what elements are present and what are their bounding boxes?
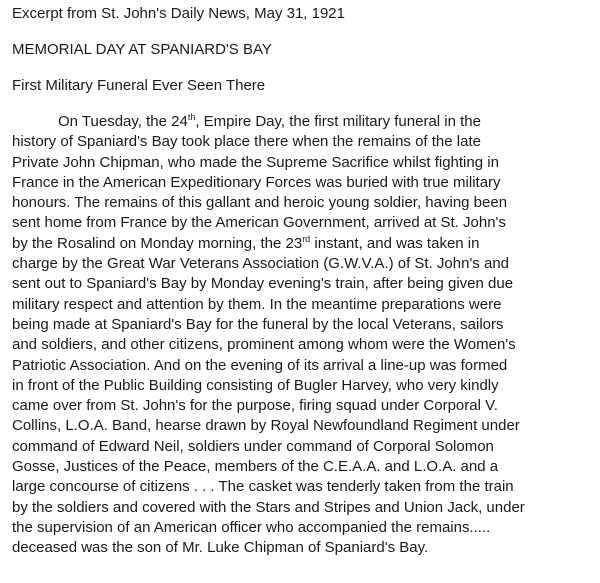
body-line-13: Patriotic Association. And on the evening of its arrival a line-up was formed bbox=[12, 356, 508, 374]
body-line-1 bbox=[12, 112, 592, 132]
body-line-12: and soldiers, and other citizens, prominent among whom were the Women's bbox=[12, 336, 516, 354]
body-line-16: Collins, L.O.A. Band, hearse drawn by Royal Newfoundland Regiment under bbox=[12, 417, 520, 435]
body-text: by the Rosalind on Monday morning, the 23 bbox=[12, 234, 303, 252]
body-line-15: came over from St. John's for the purpose, firing squad under Corporal V. bbox=[12, 397, 498, 415]
source-line: Excerpt from St. John's Daily News, May 31, 1921 bbox=[12, 5, 345, 22]
subheadline: First Military Funeral Ever Seen There bbox=[12, 77, 266, 94]
ordinal-suffix: th bbox=[187, 112, 196, 122]
article-body bbox=[12, 112, 592, 559]
body-line-14: in front of the Public Building consisting of Bugler Harvey, who very kindly bbox=[12, 376, 499, 394]
body-line-2: history of Spaniard's Bay took place there when the remains of the late bbox=[12, 133, 481, 151]
headline: MEMORIAL DAY AT SPANIARD'S BAY bbox=[12, 41, 272, 58]
body-line-6: sent home from France by the American Government, arrived at St. John's bbox=[12, 214, 506, 232]
body-line-3: Private John Chipman, who made the Supreme Sacrifice whilst fighting in bbox=[12, 153, 499, 171]
body-line-11: being made at Spaniard's Bay for the funeral by the local Veterans, sailors bbox=[12, 315, 504, 333]
body-line-4: France in the American Expeditionary Forces was buried with true military bbox=[12, 173, 501, 191]
body-text: , Empire Day, the first military funeral in the bbox=[195, 113, 481, 130]
body-line-5: honours. The remains of this gallant and heroic young soldier, having been bbox=[12, 194, 508, 212]
body-text: instant, and was taken in bbox=[310, 234, 480, 252]
body-text: On Tuesday, the 24 bbox=[58, 113, 188, 130]
body-line-9: sent out to Spaniard's Bay by Monday evening's train, after being given due bbox=[12, 275, 514, 293]
ordinal-suffix: rd bbox=[302, 233, 311, 244]
body-line-7 bbox=[12, 234, 592, 254]
body-line-17: command of Edward Neil, soldiers under command of Corporal Solomon bbox=[12, 437, 494, 455]
document-page bbox=[12, 4, 592, 559]
body-line-22: deceased was the son of Mr. Luke Chipman of Spaniard's Bay. bbox=[12, 539, 429, 557]
body-line-19: large concourse of citizens . . . The casket was tenderly taken from the train bbox=[12, 478, 514, 496]
body-line-10: military respect and attention by them. In the meantime preparations were bbox=[12, 295, 502, 313]
body-line-20: by the soldiers and covered with the Stars and Stripes and Union Jack, under bbox=[12, 498, 525, 516]
body-line-18: Gosse, Justices of the Peace, members of the C.E.A.A. and L.O.A. and a bbox=[12, 458, 499, 476]
body-line-21: the supervision of an American officer who accompanied the remains..... bbox=[12, 518, 491, 536]
body-line-8: charge by the Great War Veterans Association (G.W.V.A.) of St. John's and bbox=[12, 255, 509, 273]
